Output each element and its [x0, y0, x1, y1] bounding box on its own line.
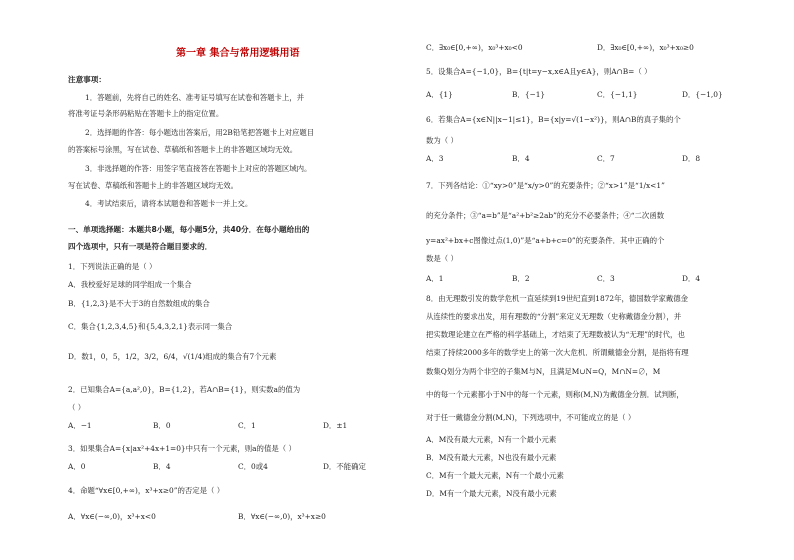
option-c: C．3 [597, 274, 615, 283]
section-heading: 四个选项中，只有一项是符合题目要求的． [68, 242, 213, 251]
option-c: C．1 [238, 421, 256, 430]
option-d: D．4 [682, 274, 701, 283]
option-c: C．0或4 [238, 462, 268, 471]
option-a: A．0 [68, 462, 86, 471]
option-a: A．∀x∈(−∞,0)，x³+x<0 [68, 512, 156, 521]
option-d: D．{−1,0} [682, 90, 723, 99]
question-stem: 3．如果集合A={x|ax²+4x+1=0}中只有一个元素，则a的值是（ ） [68, 444, 296, 453]
option-d: D．8 [682, 154, 701, 163]
page-title: 第一章 集合与常用逻辑用语 [176, 48, 300, 59]
question-line: 把实数理论建立在严格的科学基础上，才结束了无理数被认为“无理”的时代，也 [426, 330, 685, 339]
option-a: A．M没有最大元素，N有一个最小元素 [426, 435, 557, 444]
question-line: 从连续性的要求出发，用有理数的“分割”来定义无理数（史称戴德金分割），并 [426, 312, 682, 321]
option-a: A．−1 [68, 421, 92, 430]
option-a: A．3 [426, 154, 444, 163]
option-d: D．数1，0，5，1/2，3/2，6/4，√(1/4)组成的集合有7个元素 [68, 352, 277, 361]
option-d: D．M有一个最大元素，N没有最小元素 [426, 489, 557, 498]
question-line: y=ax²+bx+c图像过点(1,0)”是“a+b+c=0”的充要条件．其中正确的个 [426, 236, 665, 245]
option-a: A．我校爱好足球的同学组成一个集合 [68, 280, 192, 289]
question-line: 8．由无理数引发的数学危机一直延续到19世纪直到1872年，德国数学家戴德金 [426, 294, 689, 303]
option-b: B．{−1} [512, 90, 546, 99]
question-line: 中的每一个元素都小于N中的每一个元素，则称(M,N)为戴德金分割．试判断， [426, 390, 684, 399]
question-stem: 4．命题“∀x∈[0,+∞)，x³+x≥0”的否定是（ ） [68, 486, 225, 495]
question-stem: 1．下列说法正确的是（ ） [68, 262, 157, 271]
notice-heading: 注意事项： [68, 75, 106, 84]
option-c: C．∃x₀∈[0,+∞)，x₀³+x₀<0 [426, 43, 523, 52]
option-a: A．{1} [426, 90, 453, 99]
notice-line: 4．考试结束后，请将本试题卷和答题卡一并上交。 [85, 199, 253, 208]
question-stem: 2．已知集合A={a,a²,0}，B={1,2}，若A∩B={1}，则实数a的值为 [68, 385, 301, 394]
question-line: 数集Q划分为两个非空的子集M与N，且满足M∪N=Q，M∩N=∅，M [426, 367, 661, 376]
question-stem: 数为（ ） [426, 136, 458, 145]
option-b: B．M没有最大元素，N也没有最小元素 [426, 453, 557, 462]
option-c: C．M有一个最大元素，N有一个最小元素 [426, 471, 564, 480]
option-d: D．不能确定 [323, 462, 366, 471]
question-stem: 6．若集合A={x∈N||x−1|≤1}，B={x|y=√(1−x²)}，则A∩B的真子集的个 [426, 115, 681, 124]
option-b: B．∀x∈(−∞,0)，x³+x≥0 [238, 512, 326, 521]
section-heading: 一、单项选择题：本题共8小题，每小题5分，共40分．在每小题给出的 [68, 225, 310, 234]
option-b: B．{1,2,3}是不大于3的自然数组成的集合 [68, 299, 210, 308]
notice-line: 3．非选择题的作答：用签字笔直接答在答题卡上对应的答题区域内。 [85, 164, 312, 173]
option-c: C．{−1,1} [597, 90, 638, 99]
notice-line: 将准考证号条形码粘贴在答题卡上的指定位置。 [68, 109, 224, 118]
notice-line: 2．选择题的作答：每小题选出答案后，用2B铅笔把答题卡上对应题目 [85, 128, 315, 137]
notice-line: 1．答题前，先将自己的姓名、准考证号填写在试卷和答题卡上，并 [85, 93, 305, 102]
answer-paren: （ ） [68, 403, 86, 412]
option-d: D．±1 [323, 421, 348, 430]
option-b: B．4 [512, 154, 530, 163]
option-b: B．4 [153, 462, 171, 471]
question-stem: 5．设集合A={−1,0}，B={t|t=y−x,x∈A且y∈A}，则A∩B=（ ） [426, 67, 652, 76]
question-line: 数是（ ） [426, 254, 458, 263]
question-line: 对于任一戴德金分割(M,N)，下列选项中，不可能成立的是（ ） [426, 413, 636, 422]
question-line: 的充分条件；③“a=b”是“a²+b²≥2ab”的充分不必要条件；④“二次函数 [426, 211, 665, 220]
option-c: C．集合{1,2,3,4,5}和{5,4,3,2,1}表示同一集合 [68, 322, 233, 331]
notice-line: 的答案标号涂黑，写在试卷、草稿纸和答题卡上的非答题区域均无效。 [68, 145, 298, 154]
question-line: 7．下列各结论：①“xy>0”是“x/y>0”的充要条件；②“x>1”是“1/x<1” [426, 181, 665, 190]
question-line: 结束了持续2000多年的数学史上的第一次大危机．所谓戴德金分割，是指将有理 [426, 348, 689, 357]
option-b: B．2 [512, 274, 530, 283]
option-c: C．7 [597, 154, 615, 163]
option-b: B．0 [153, 421, 171, 430]
option-d: D．∃x₀∈[0,+∞)，x₀³+x₀≥0 [597, 43, 694, 52]
option-a: A．1 [426, 274, 444, 283]
notice-line: 写在试卷、草稿纸和答题卡上的非答题区域均无效。 [68, 181, 238, 190]
